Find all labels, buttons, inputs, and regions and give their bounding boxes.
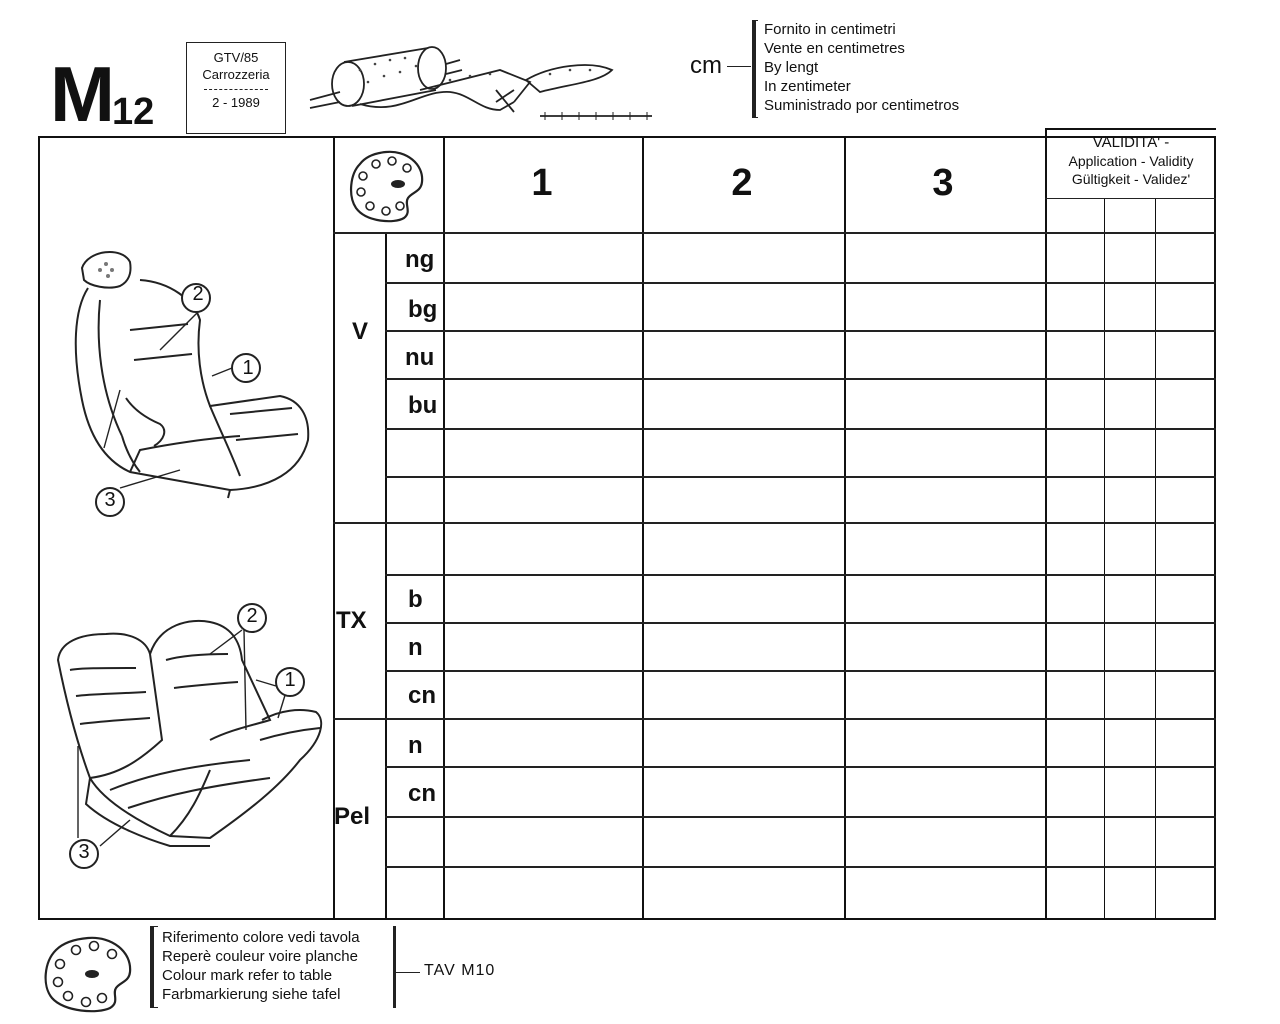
row-line xyxy=(385,816,1216,818)
legend-line: Reperè couleur voire planche xyxy=(162,948,358,965)
model-info-box xyxy=(186,42,286,134)
group-line xyxy=(333,522,1216,524)
edition-date: 2 - 1989 xyxy=(212,95,260,110)
row-line xyxy=(385,476,1216,478)
row-line xyxy=(385,574,1216,576)
validity-title: VALIDITA' - xyxy=(1092,134,1170,151)
validity-subtitle: Application - Validity xyxy=(1068,153,1194,169)
supply-note-line: By lengt xyxy=(764,59,819,76)
subrow-label: bg xyxy=(408,296,438,323)
supply-note-line: Suministrado por centimetros xyxy=(764,97,960,114)
subrow-label: b xyxy=(408,586,423,613)
subrow-label: cn xyxy=(408,780,437,807)
subrow-label: n xyxy=(408,634,423,661)
callout-1: 1 xyxy=(284,669,296,691)
section-name: Carrozzeria xyxy=(202,67,270,82)
palette-icon xyxy=(346,146,428,224)
subrow-divider xyxy=(443,136,445,920)
seat-rear-illustration xyxy=(50,590,340,880)
palette-icon xyxy=(40,932,140,1014)
table-reference: TAV M10 xyxy=(424,962,496,979)
validity-header xyxy=(1046,134,1216,188)
column-header-2: 2 xyxy=(731,162,753,204)
group-label-v: V xyxy=(352,318,369,345)
validity-subcolumn xyxy=(1155,198,1156,920)
callout-1: 1 xyxy=(242,357,254,379)
group-label-tx: TX xyxy=(336,607,367,634)
legend-line: Colour mark refer to table xyxy=(162,967,333,984)
supply-note xyxy=(764,20,959,115)
row-line xyxy=(385,330,1216,332)
group-label-pel: Pel xyxy=(334,803,371,830)
divider xyxy=(204,89,268,90)
callout-3: 3 xyxy=(78,841,90,863)
legend-leader-line xyxy=(396,972,420,973)
validity-divider xyxy=(1045,128,1047,920)
column-header-3: 3 xyxy=(932,162,954,204)
row-line xyxy=(385,622,1216,624)
unit-leader-line xyxy=(727,66,751,67)
legend-bracket-right xyxy=(390,926,396,1008)
unit-label: cm xyxy=(690,52,722,79)
row-line xyxy=(385,670,1216,672)
row-line xyxy=(385,378,1216,380)
group-line xyxy=(333,718,1216,720)
legend-line: Farbmarkierung siehe tafel xyxy=(162,986,341,1003)
validity-subcolumn xyxy=(1104,198,1105,920)
supply-note-line: Fornito in centimetri xyxy=(764,21,896,38)
row-line xyxy=(385,766,1216,768)
column-header-1: 1 xyxy=(531,162,553,204)
row-line xyxy=(385,866,1216,868)
subrow-label: n xyxy=(408,732,423,759)
subrow-label: nu xyxy=(405,344,435,371)
subrow-label: ng xyxy=(405,246,435,273)
subrow-label: bu xyxy=(408,392,438,419)
legend-bracket xyxy=(150,926,158,1008)
column-divider xyxy=(642,136,644,920)
unit-bracket xyxy=(752,20,758,118)
callout-3: 3 xyxy=(104,489,116,511)
header-row-line xyxy=(333,232,1216,234)
callout-2: 2 xyxy=(192,283,204,305)
color-legend xyxy=(162,928,360,1004)
callout-2: 2 xyxy=(246,605,258,627)
validity-header-line xyxy=(1045,198,1216,199)
legend-line: Riferimento colore vedi tavola xyxy=(162,929,360,946)
model-name: GTV/85 xyxy=(213,50,259,65)
row-line xyxy=(385,282,1216,284)
fabric-roll-icon xyxy=(300,30,660,130)
column-divider xyxy=(844,136,846,920)
catalog-code-letter: M xyxy=(50,50,111,138)
catalog-code-number: 12 xyxy=(112,91,155,133)
validity-subtitle: Gültigkeit - Validez' xyxy=(1071,171,1191,187)
row-line xyxy=(385,428,1216,430)
subrow-label: cn xyxy=(408,682,437,709)
supply-note-line: In zentimeter xyxy=(764,78,851,95)
supply-note-line: Vente en centimetres xyxy=(764,40,905,57)
validity-top-border xyxy=(1045,128,1216,130)
